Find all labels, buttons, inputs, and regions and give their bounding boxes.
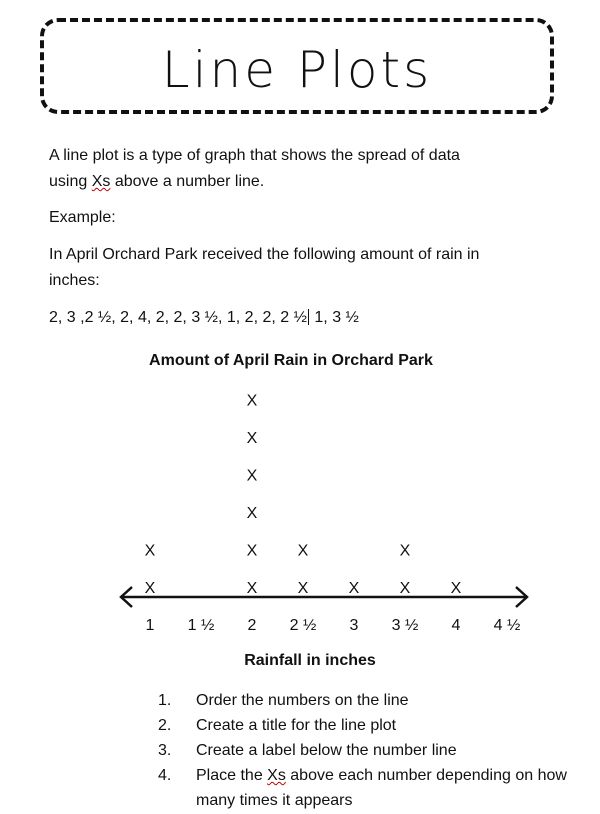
data-values	[49, 305, 359, 331]
data-mark-x: X	[297, 542, 309, 560]
tick-label: 4 ½	[493, 617, 521, 634]
list-item	[148, 763, 588, 813]
data-mark-x: X	[246, 392, 258, 410]
step-text-part: Place the	[196, 767, 268, 784]
tick-label: 3 ½	[391, 617, 419, 634]
tick-label: 1	[145, 617, 155, 634]
data-mark-x: X	[246, 430, 258, 447]
chart-title: Amount of April Rain in Orchard Park	[149, 352, 433, 369]
data-mark-x: X	[450, 580, 462, 597]
data-mark-x: X	[246, 467, 258, 485]
step-text-part: above each number depending on how	[285, 767, 567, 784]
data-mark-x: X	[246, 542, 258, 560]
question-paragraph	[49, 242, 479, 294]
intro-text: using	[49, 173, 92, 190]
intro-paragraph	[49, 143, 460, 195]
list-item	[148, 713, 588, 738]
intro-line-2	[49, 169, 460, 195]
data-values-text-end: 1, 3 ½	[309, 309, 359, 326]
instructions-list	[148, 688, 588, 813]
step-text: Create a title for the line plot	[196, 717, 397, 734]
step-number: 1.	[158, 692, 172, 709]
step-text-part: many times it appears	[196, 792, 353, 809]
list-item	[148, 688, 588, 713]
tick-label: 2	[247, 617, 257, 634]
question-line-2: inches:	[49, 272, 100, 289]
tick-label: 4	[451, 617, 461, 634]
data-mark-x: X	[399, 542, 411, 560]
intro-text-end: above a number line.	[110, 173, 265, 190]
step-number: 2.	[158, 717, 172, 734]
list-item	[148, 738, 588, 763]
intro-line-1: A line plot is a type of graph that shows the spread of data	[49, 147, 460, 164]
step-number: 4.	[158, 767, 172, 784]
data-mark-x: X	[348, 580, 360, 597]
x-axis-label: Rainfall in inches	[244, 652, 376, 669]
step-text: Create a label below the number line	[196, 742, 457, 759]
tick-label: 1 ½	[187, 617, 215, 634]
example-label: Example:	[49, 209, 116, 226]
line-plot	[0, 380, 600, 642]
tick-label: 3	[349, 617, 359, 634]
step-text	[196, 763, 567, 813]
spellcheck-word: Xs	[267, 767, 286, 784]
title-frame	[40, 18, 554, 114]
data-mark-x: X	[144, 542, 156, 560]
data-mark-x: X	[144, 580, 156, 597]
spellcheck-word: Xs	[91, 173, 111, 190]
data-values-text: 2, 3 ,2 ½, 2, 4, 2, 2, 3 ½, 1, 2, 2, 2 ½	[49, 309, 307, 326]
data-mark-x: X	[246, 580, 258, 597]
page-title: Line Plots	[161, 41, 433, 99]
tick-label: 2 ½	[289, 617, 317, 634]
data-mark-x: X	[297, 580, 309, 597]
question-line-1: In April Orchard Park received the following amount of rain in	[49, 246, 480, 263]
data-mark-x: X	[246, 505, 258, 522]
text-cursor	[308, 309, 309, 325]
step-number: 3.	[158, 742, 172, 759]
data-mark-x: X	[399, 580, 411, 597]
step-text: Order the numbers on the line	[196, 692, 409, 709]
